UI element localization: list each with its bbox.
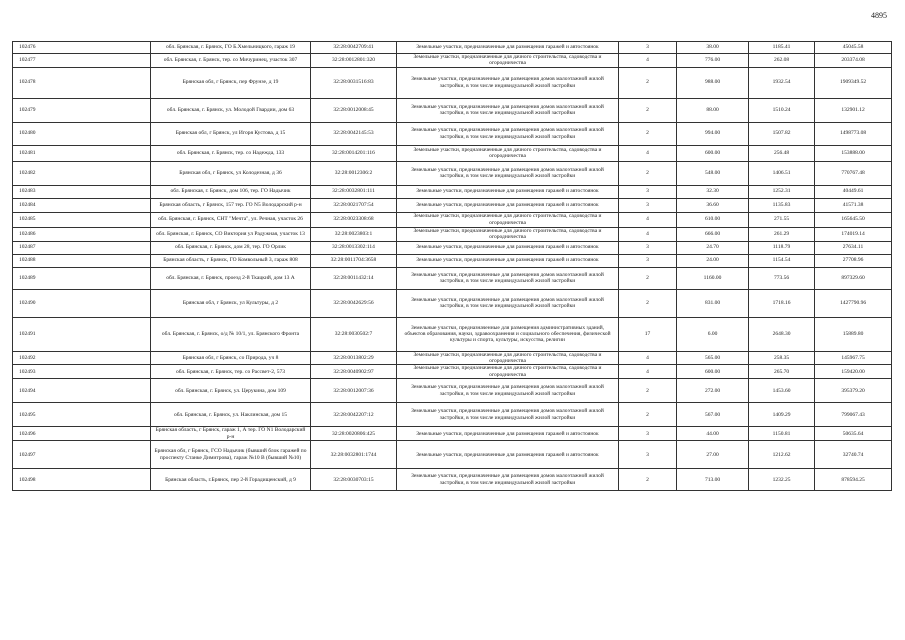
cadastral-value-cell: 174019.14 — [815, 227, 892, 241]
land-purpose-cell: Земельные участки, предназначенные для размещения гаражей и автостоянок — [397, 42, 619, 54]
table-row — [13, 67, 892, 98]
address-cell: обл. Брянская, г. Брянск, проезд 2-й Ткацкий, дом 13 А — [151, 267, 311, 289]
cadastral-value-cell: 897329.60 — [815, 267, 892, 289]
land-purpose-cell: Земельные участки, предназначенные для размещения гаражей и автостоянок — [397, 427, 619, 441]
group-cell: 3 — [619, 427, 677, 441]
address-cell: Брянская область, г.Брянск, пер 2-й Горадищенский, д 9 — [151, 469, 311, 491]
table-row — [13, 161, 892, 185]
address-cell: обл. Брянская, г. Брянск, ул. Церукина, дом 109 — [151, 379, 311, 403]
area-cell: 32.30 — [677, 185, 749, 198]
group-cell: 3 — [619, 254, 677, 267]
address-cell: Брянская обл, г Брянск, со Природа, уч 8 — [151, 351, 311, 365]
address-cell: Брянская обл, г Брянск, ул Колодезная, д 36 — [151, 161, 311, 185]
row-id-cell: 102493 — [13, 365, 151, 379]
address-cell: обл. Брянская, г. Брянск, о/д № 10/1, ул. Брянского Фронта — [151, 317, 311, 351]
cadastral-value-cell: 41571.38 — [815, 198, 892, 212]
unit-price-cell: 265.70 — [749, 365, 815, 379]
table-row — [13, 185, 892, 198]
cadastral-value-cell: 203374.08 — [815, 54, 892, 68]
group-cell: 4 — [619, 365, 677, 379]
group-cell: 2 — [619, 161, 677, 185]
address-cell: Брянская область, г Брянск, 157 тер. ГО N5 Володарский р-н — [151, 198, 311, 212]
cadastral-value-cell: 45045.58 — [815, 42, 892, 54]
cadastral-value-cell: 15889.80 — [815, 317, 892, 351]
cadastral-number-cell: 32:28:0020806:425 — [311, 427, 397, 441]
address-cell: обл. Брянская, г. Брянск, тер. со Рассвет-2, 573 — [151, 365, 311, 379]
cadastral-value-cell: 27708.96 — [815, 254, 892, 267]
row-id-cell: 102483 — [13, 185, 151, 198]
cadastral-value-cell: 1427790.96 — [815, 289, 892, 317]
area-cell: 988.00 — [677, 67, 749, 98]
row-id-cell: 102496 — [13, 427, 151, 441]
table-body — [13, 42, 892, 491]
cadastral-number-cell: 32:28:0011704:3658 — [311, 254, 397, 267]
cadastral-value-cell: 165645.50 — [815, 212, 892, 227]
cadastral-number-cell: 32:28:0013302:114 — [311, 241, 397, 254]
table-row — [13, 122, 892, 145]
cadastral-value-cell: 153888.00 — [815, 145, 892, 161]
land-purpose-cell: Земельные участки, предназначенные для размещения домов малоэтажной жилой застройки, в том числе индивидуальной жилой застройки — [397, 98, 619, 122]
row-id-cell: 102489 — [13, 267, 151, 289]
table-row — [13, 403, 892, 427]
land-purpose-cell: Земельные участки, предназначенные для размещения административных зданий, объектов образования, науки, здравоохранения и социального обеспечения, физической культуры и спорта, культуры, искусства, религии — [397, 317, 619, 351]
land-purpose-cell: Земельные участки, предназначенные для дачного строительства, садоводства и огородничества — [397, 365, 619, 379]
unit-price-cell: 261.29 — [749, 227, 815, 241]
group-cell: 2 — [619, 379, 677, 403]
address-cell: обл. Брянская, г. Брянск, ул. Наклинская, дом 15 — [151, 403, 311, 427]
cadastral-number-cell: 32:28:0042207:12 — [311, 403, 397, 427]
cadastral-value-cell: 159420.00 — [815, 365, 892, 379]
unit-price-cell: 1252.31 — [749, 185, 815, 198]
cadastral-value-cell: 395379.20 — [815, 379, 892, 403]
area-cell: 44.00 — [677, 427, 749, 441]
address-cell: Брянская обл, г Брянск, ул Игоря Кустова, д 15 — [151, 122, 311, 145]
area-cell: 565.00 — [677, 351, 749, 365]
unit-price-cell: 1135.83 — [749, 198, 815, 212]
row-id-cell: 102485 — [13, 212, 151, 227]
land-purpose-cell: Земельные участки, предназначенные для размещения домов малоэтажной жилой застройки, в том числе индивидуальной жилой застройки — [397, 469, 619, 491]
cadastral-value-cell: 770767.48 — [815, 161, 892, 185]
row-id-cell: 102478 — [13, 67, 151, 98]
group-cell: 2 — [619, 267, 677, 289]
cadastral-number-cell: 32:28:0011432:14 — [311, 267, 397, 289]
group-cell: 17 — [619, 317, 677, 351]
address-cell: обл. Брянская, г. Брянск, СО Виктория ул Радужная, участок 13 — [151, 227, 311, 241]
row-id-cell: 102487 — [13, 241, 151, 254]
group-cell: 2 — [619, 289, 677, 317]
row-id-cell: 102495 — [13, 403, 151, 427]
cadastral-number-cell: 32:28:0012007:36 — [311, 379, 397, 403]
cadastral-number-cell: 32:28:0042709:41 — [311, 42, 397, 54]
unit-price-cell: 1409.29 — [749, 403, 815, 427]
area-cell: 548.00 — [677, 161, 749, 185]
table-row — [13, 198, 892, 212]
area-cell: 1160.00 — [677, 267, 749, 289]
unit-price-cell: 1212.62 — [749, 441, 815, 469]
table-row — [13, 427, 892, 441]
land-purpose-cell: Земельные участки, предназначенные для дачного строительства, садоводства и огородничества — [397, 351, 619, 365]
address-cell: обл. Брянская, г. Брянск, тер. со Мичуринец, участок 307 — [151, 54, 311, 68]
group-cell: 3 — [619, 198, 677, 212]
cadastral-number-cell: 32:28:0012801:320 — [311, 54, 397, 68]
area-cell: 600.00 — [677, 145, 749, 161]
unit-price-cell: 1453.60 — [749, 379, 815, 403]
table-row — [13, 379, 892, 403]
area-cell: 600.00 — [677, 365, 749, 379]
cadastral-value-cell: 799067.43 — [815, 403, 892, 427]
cadastral-number-cell: 32:28:0030502:7 — [311, 317, 397, 351]
table-row — [13, 365, 892, 379]
page-number: 4895 — [871, 11, 887, 20]
table-row — [13, 469, 892, 491]
land-registry-table — [12, 41, 892, 491]
unit-price-cell: 1118.79 — [749, 241, 815, 254]
group-cell: 3 — [619, 42, 677, 54]
cadastral-number-cell: 32:28:0042629:56 — [311, 289, 397, 317]
land-purpose-cell: Земельные участки, предназначенные для дачного строительства, садоводства и огородничества — [397, 54, 619, 68]
row-id-cell: 102476 — [13, 42, 151, 54]
address-cell: обл. Брянская, г. Брянск, дом 106, тер. ГО Надычик — [151, 185, 311, 198]
area-cell: 610.00 — [677, 212, 749, 227]
cadastral-number-cell: 32:28:0030703:15 — [311, 469, 397, 491]
cadastral-value-cell: 145967.75 — [815, 351, 892, 365]
unit-price-cell: 1185.41 — [749, 42, 815, 54]
table-row — [13, 241, 892, 254]
cadastral-number-cell: 32:28:0042145:53 — [311, 122, 397, 145]
cadastral-number-cell: 32:28:0013802:29 — [311, 351, 397, 365]
table-row — [13, 145, 892, 161]
unit-price-cell: 1150.81 — [749, 427, 815, 441]
table-row — [13, 98, 892, 122]
group-cell: 3 — [619, 441, 677, 469]
area-cell: 713.00 — [677, 469, 749, 491]
cadastral-value-cell: 32740.74 — [815, 441, 892, 469]
land-purpose-cell: Земельные участки, предназначенные для размещения гаражей и автостоянок — [397, 185, 619, 198]
row-id-cell: 102498 — [13, 469, 151, 491]
group-cell: 2 — [619, 469, 677, 491]
row-id-cell: 102484 — [13, 198, 151, 212]
area-cell: 272.00 — [677, 379, 749, 403]
cadastral-number-cell: 32:28:0012306:2 — [311, 161, 397, 185]
cadastral-value-cell: 878594.25 — [815, 469, 892, 491]
cadastral-number-cell: 32:28:0023308:68 — [311, 212, 397, 227]
group-cell: 3 — [619, 185, 677, 198]
area-cell: 666.00 — [677, 227, 749, 241]
cadastral-value-cell: 132901.12 — [815, 98, 892, 122]
land-purpose-cell: Земельные участки, предназначенные для размещения гаражей и автостоянок — [397, 254, 619, 267]
cadastral-number-cell: 32:28:0023803:1 — [311, 227, 397, 241]
cadastral-value-cell: 40449.61 — [815, 185, 892, 198]
group-cell: 4 — [619, 351, 677, 365]
address-cell: обл. Брянская, г. Брянск, тер. со Надежда, 133 — [151, 145, 311, 161]
table-row — [13, 441, 892, 469]
unit-price-cell: 256.48 — [749, 145, 815, 161]
group-cell: 2 — [619, 122, 677, 145]
land-purpose-cell: Земельные участки, предназначенные для размещения гаражей и автостоянок — [397, 198, 619, 212]
unit-price-cell: 1932.54 — [749, 67, 815, 98]
row-id-cell: 102492 — [13, 351, 151, 365]
address-cell: Брянская область, г Брянск, ГО Комвольный 3, гараж 808 — [151, 254, 311, 267]
row-id-cell: 102490 — [13, 289, 151, 317]
group-cell: 2 — [619, 98, 677, 122]
row-id-cell: 102494 — [13, 379, 151, 403]
table-row — [13, 42, 892, 54]
row-id-cell: 102477 — [13, 54, 151, 68]
area-cell: 24.70 — [677, 241, 749, 254]
land-purpose-cell: Земельные участки, предназначенные для размещения домов малоэтажной жилой застройки, в том числе индивидуальной жилой застройки — [397, 379, 619, 403]
cadastral-value-cell: 1909349.52 — [815, 67, 892, 98]
area-cell: 567.00 — [677, 403, 749, 427]
area-cell: 776.00 — [677, 54, 749, 68]
unit-price-cell: 2648.30 — [749, 317, 815, 351]
cadastral-value-cell: 27634.11 — [815, 241, 892, 254]
land-purpose-cell: Земельные участки, предназначенные для дачного строительства, садоводства и огородничества — [397, 212, 619, 227]
row-id-cell: 102481 — [13, 145, 151, 161]
row-id-cell: 102482 — [13, 161, 151, 185]
land-purpose-cell: Земельные участки, предназначенные для размещения домов малоэтажной жилой застройки, в том числе индивидуальной жилой застройки — [397, 289, 619, 317]
table-row — [13, 54, 892, 68]
cadastral-number-cell: 32:28:0040902:97 — [311, 365, 397, 379]
table-row — [13, 254, 892, 267]
table-row — [13, 212, 892, 227]
group-cell: 4 — [619, 145, 677, 161]
cadastral-value-cell: 1498773.08 — [815, 122, 892, 145]
group-cell: 2 — [619, 403, 677, 427]
address-cell: Брянская обл, г Брянск, пер Фрунзе, д 19 — [151, 67, 311, 98]
cadastral-number-cell: 32:28:0021707:54 — [311, 198, 397, 212]
row-id-cell: 102486 — [13, 227, 151, 241]
area-cell: 6.00 — [677, 317, 749, 351]
area-cell: 831.00 — [677, 289, 749, 317]
row-id-cell: 102479 — [13, 98, 151, 122]
land-purpose-cell: Земельные участки, предназначенные для размещения домов малоэтажной жилой застройки, в том числе индивидуальной жилой застройки — [397, 67, 619, 98]
land-purpose-cell: Земельные участки, предназначенные для размещения домов малоэтажной жилой застройки, в том числе индивидуальной жилой застройки — [397, 403, 619, 427]
table-row — [13, 267, 892, 289]
land-purpose-cell: Земельные участки, предназначенные для дачного строительства, садоводства и огородничества — [397, 145, 619, 161]
unit-price-cell: 1718.16 — [749, 289, 815, 317]
land-purpose-cell: Земельные участки, предназначенные для дачного строительства, садоводства и огородничества — [397, 227, 619, 241]
table-row — [13, 317, 892, 351]
cadastral-number-cell: 32:28:0032801:1744 — [311, 441, 397, 469]
area-cell: 38.00 — [677, 42, 749, 54]
address-cell: Брянская обл, г Брянск, ГСО Надычик (бывший блок гаражей по проспекту Станке Димитрова), гараж №10 В (бывший №10) — [151, 441, 311, 469]
row-id-cell: 102488 — [13, 254, 151, 267]
land-purpose-cell: Земельные участки, предназначенные для размещения гаражей и автостоянок — [397, 441, 619, 469]
cadastral-number-cell: 32:28:0014201:116 — [311, 145, 397, 161]
group-cell: 4 — [619, 227, 677, 241]
unit-price-cell: 1507.82 — [749, 122, 815, 145]
unit-price-cell: 258.35 — [749, 351, 815, 365]
table-row — [13, 289, 892, 317]
address-cell: обл. Брянская, г. Брянск, дом 28, тер. ГО Орлик — [151, 241, 311, 254]
cadastral-number-cell: 32:28:0012008:45 — [311, 98, 397, 122]
address-cell: обл. Брянская, г. Брянск, ГО Б.Хмельницкого, гараж 19 — [151, 42, 311, 54]
group-cell: 2 — [619, 67, 677, 98]
group-cell: 4 — [619, 212, 677, 227]
group-cell: 3 — [619, 241, 677, 254]
land-purpose-cell: Земельные участки, предназначенные для размещения домов малоэтажной жилой застройки, в том числе индивидуальной жилой застройки — [397, 267, 619, 289]
group-cell: 4 — [619, 54, 677, 68]
row-id-cell: 102491 — [13, 317, 151, 351]
cadastral-number-cell: 32:28:0031516:83 — [311, 67, 397, 98]
land-purpose-cell: Земельные участки, предназначенные для размещения домов малоэтажной жилой застройки, в том числе индивидуальной жилой застройки — [397, 161, 619, 185]
address-cell: Брянская обл, г Брянск, ул Культуры, д 2 — [151, 289, 311, 317]
area-cell: 36.60 — [677, 198, 749, 212]
cadastral-number-cell: 32:28:0032801:111 — [311, 185, 397, 198]
land-purpose-cell: Земельные участки, предназначенные для размещения домов малоэтажной жилой застройки, в том числе индивидуальной жилой застройки — [397, 122, 619, 145]
unit-price-cell: 271.55 — [749, 212, 815, 227]
unit-price-cell: 773.56 — [749, 267, 815, 289]
unit-price-cell: 1154.54 — [749, 254, 815, 267]
unit-price-cell: 1510.24 — [749, 98, 815, 122]
address-cell: Брянская область, г Брянск, гараж 1, А тер. ГО N1 Володарский р-н — [151, 427, 311, 441]
table-row — [13, 351, 892, 365]
cadastral-value-cell: 50635.64 — [815, 427, 892, 441]
table-row — [13, 227, 892, 241]
area-cell: 27.00 — [677, 441, 749, 469]
address-cell: обл. Брянская, г. Брянск, СНТ "Мечта", ул. Речная, участок 26 — [151, 212, 311, 227]
land-purpose-cell: Земельные участки, предназначенные для размещения гаражей и автостоянок — [397, 241, 619, 254]
row-id-cell: 102480 — [13, 122, 151, 145]
unit-price-cell: 1406.51 — [749, 161, 815, 185]
area-cell: 24.00 — [677, 254, 749, 267]
row-id-cell: 102497 — [13, 441, 151, 469]
area-cell: 994.00 — [677, 122, 749, 145]
unit-price-cell: 262.08 — [749, 54, 815, 68]
area-cell: 88.00 — [677, 98, 749, 122]
unit-price-cell: 1232.25 — [749, 469, 815, 491]
address-cell: обл. Брянская, г. Брянск, ул. Молодой Гвардии, дом 63 — [151, 98, 311, 122]
